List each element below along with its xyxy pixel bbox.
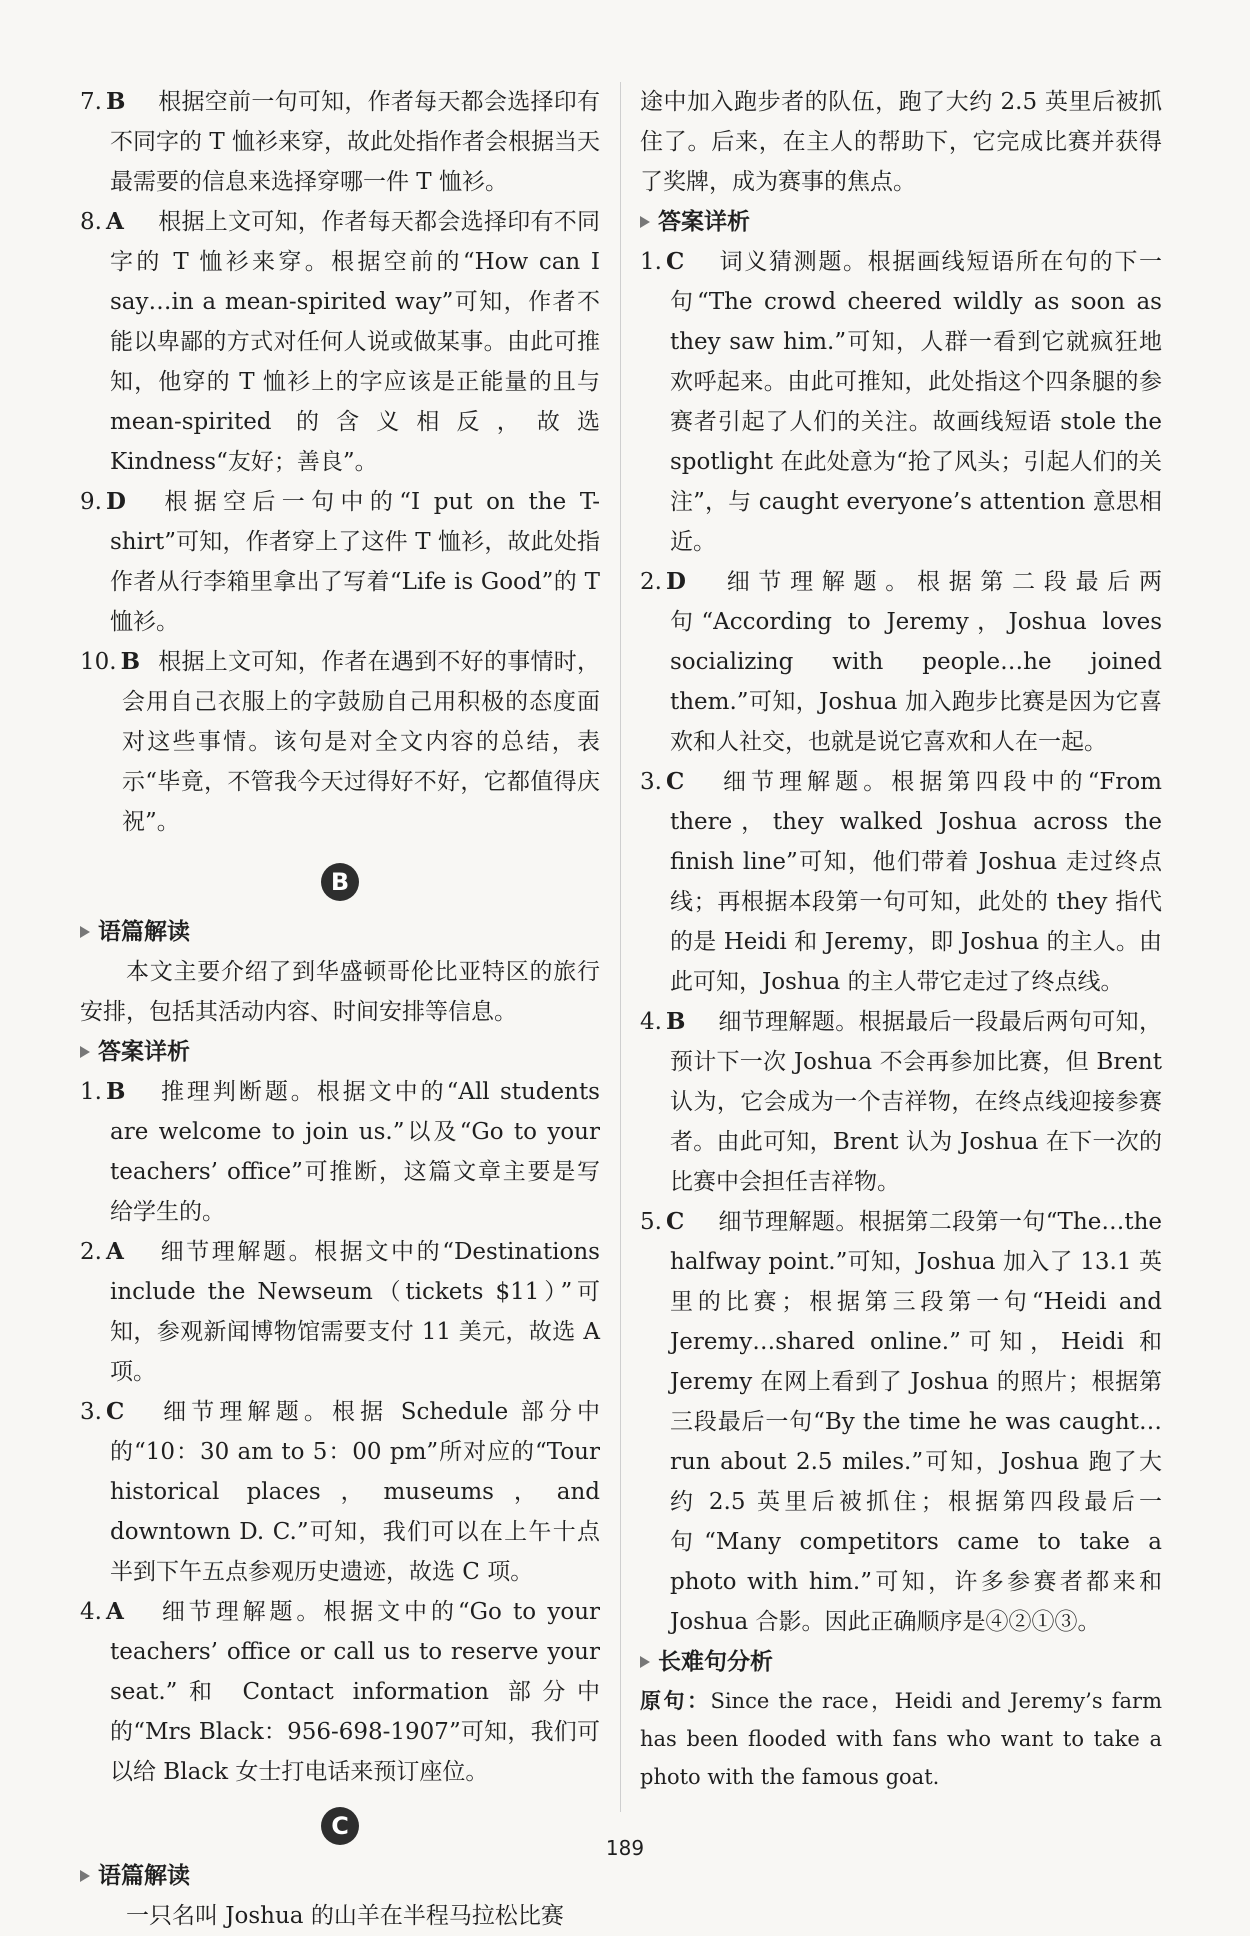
page-number: 189 xyxy=(605,1836,645,1860)
triangle-icon xyxy=(80,1870,90,1882)
right-column xyxy=(640,82,1162,1796)
section-badge-c: C xyxy=(80,1796,600,1856)
answer-item: 1. C 词义猜测题。根据画线短语所在句的下一句“The crowd cheered wildly as soon as they saw him.”可知，人群一看到它就疯狂地欢呼起来。由此可推知，此处指这个四条腿的参赛者引起了人们的关注。故画线短语 stole the spotlight 在此处意为“抢了风头；引起人们的关注”，与 caught everyone’s attention 意思相近。 xyxy=(640,248,1162,555)
answer-item: 3. C 细节理解题。根据第四段中的“From there，they walked Joshua across the finish line”可知，他们带着 Joshua 走过终点线；再根据本段第一句可知，此处的 they 指代的是 Heidi 和 Jeremy，即 Joshua 的主人。由此可知，Joshua 的主人带它走过了终点线。 xyxy=(640,768,1162,995)
section-badge-b: B xyxy=(80,852,600,912)
answer-item: 4. B 细节理解题。根据最后一段最后两句可知，预计下一次 Joshua 不会再参加比赛，但 Brent 认为，它会成为一个吉祥物，在终点线迎接参赛者。由此可知，Brent 认为 Joshua 在下一次的比赛中会担任吉祥物。 xyxy=(640,1008,1162,1195)
reading-heading: 语篇解读 xyxy=(80,912,600,952)
reading-summary-cont: 途中加入跑步者的队伍，跑了大约 2.5 英里后被抓住了。后来，在主人的帮助下，它完成比赛并获得了奖牌，成为赛事的焦点。 xyxy=(640,89,1162,195)
answers-heading: 答案详析 xyxy=(640,202,1162,242)
left-column xyxy=(80,82,600,1936)
reading-summary-start: 一只名叫 Joshua 的山羊在半程马拉松比赛 xyxy=(126,1903,564,1929)
column-divider xyxy=(620,82,621,1812)
reading-heading: 语篇解读 xyxy=(80,1856,600,1896)
answers-heading: 答案详析 xyxy=(80,1032,600,1072)
original-sentence: 原句：Since the race，Heidi and Jeremy’s farm has been flooded with fans who want to take a photo with the famous goat. xyxy=(640,1689,1162,1789)
answer-item: 10. B 根据上文可知，作者在遇到不好的事情时，会用自己衣服上的字鼓励自己用积极的态度面对这些事情。该句是对全文内容的总结，表示“毕竟，不管我今天过得好不好，它都值得庆祝”。 xyxy=(80,648,600,835)
answer-item: 2. A 细节理解题。根据文中的“Destinations include the Newseum（tickets $11）”可知，参观新闻博物馆需要支付 11 美元，故选 A 项。 xyxy=(80,1238,600,1385)
triangle-icon xyxy=(640,1656,650,1668)
long-sentence-heading: 长难句分析 xyxy=(640,1642,1162,1682)
answer-item: 3. C 细节理解题。根据 Schedule 部分中的“10：30 am to 5：00 pm”所对应的“Tour historical places，museums，and downtown D. C.”可知，我们可以在上午十点半到下午五点参观历史遗迹，故选 C 项。 xyxy=(80,1398,600,1585)
answer-item: 5. C 细节理解题。根据第二段第一句“The…the halfway point.”可知，Joshua 加入了 13.1 英里的比赛；根据第三段第一句“Heidi and Jeremy…shared online.”可知，Heidi 和 Jeremy 在网上看到了 Joshua 的照片；根据第三段最后一句“By the time he was caught…run about 2.5 miles.”可知，Joshua 跑了大约 2.5 英里后被抓住；根据第四段最后一句“Many competitors came to take a photo with him.”可知，许多参赛者都来和 Joshua 合影。因此正确顺序是④②①③。 xyxy=(640,1208,1162,1635)
triangle-icon xyxy=(80,926,90,938)
reading-summary: 本文主要介绍了到华盛顿哥伦比亚特区的旅行安排，包括其活动内容、时间安排等信息。 xyxy=(80,959,600,1025)
answer-item: 8. A 根据上文可知，作者每天都会选择印有不同字的 T 恤衫来穿。根据空前的“How can I say…in a mean-spirited way”可知，作者不能以卑鄙的方式对任何人说或做某事。由此可推知，他穿的 T 恤衫上的字应该是正能量的且与 mean-spirited 的含义相反，故选 Kindness“友好；善良”。 xyxy=(80,208,600,475)
answer-item: 2. D 细节理解题。根据第二段最后两句“According to Jeremy，Joshua loves socializing with people…he joined them.”可知，Joshua 加入跑步比赛是因为它喜欢和人社交，也就是说它喜欢和人在一起。 xyxy=(640,568,1162,755)
answer-item: 7. B 根据空前一句可知，作者每天都会选择印有不同字的 T 恤衫来穿，故此处指作者会根据当天最需要的信息来选择穿哪一件 T 恤衫。 xyxy=(80,88,600,195)
answer-item: 1. B 推理判断题。根据文中的“All students are welcome to join us.”以及“Go to your teachers’ office”可推断，这篇文章主要是写给学生的。 xyxy=(80,1078,600,1225)
answer-item: 4. A 细节理解题。根据文中的“Go to your teachers’ office or call us to reserve your seat.”和 Contact information 部分中的“Mrs Black：956-698-1907”可知，我们可以给 Black 女士打电话来预订座位。 xyxy=(80,1598,600,1785)
triangle-icon xyxy=(80,1046,90,1058)
triangle-icon xyxy=(640,216,650,228)
answer-item: 9. D 根据空后一句中的“I put on the T-shirt”可知，作者穿上了这件 T 恤衫，故此处指作者从行李箱里拿出了写着“Life is Good”的 T 恤衫。 xyxy=(80,488,600,635)
